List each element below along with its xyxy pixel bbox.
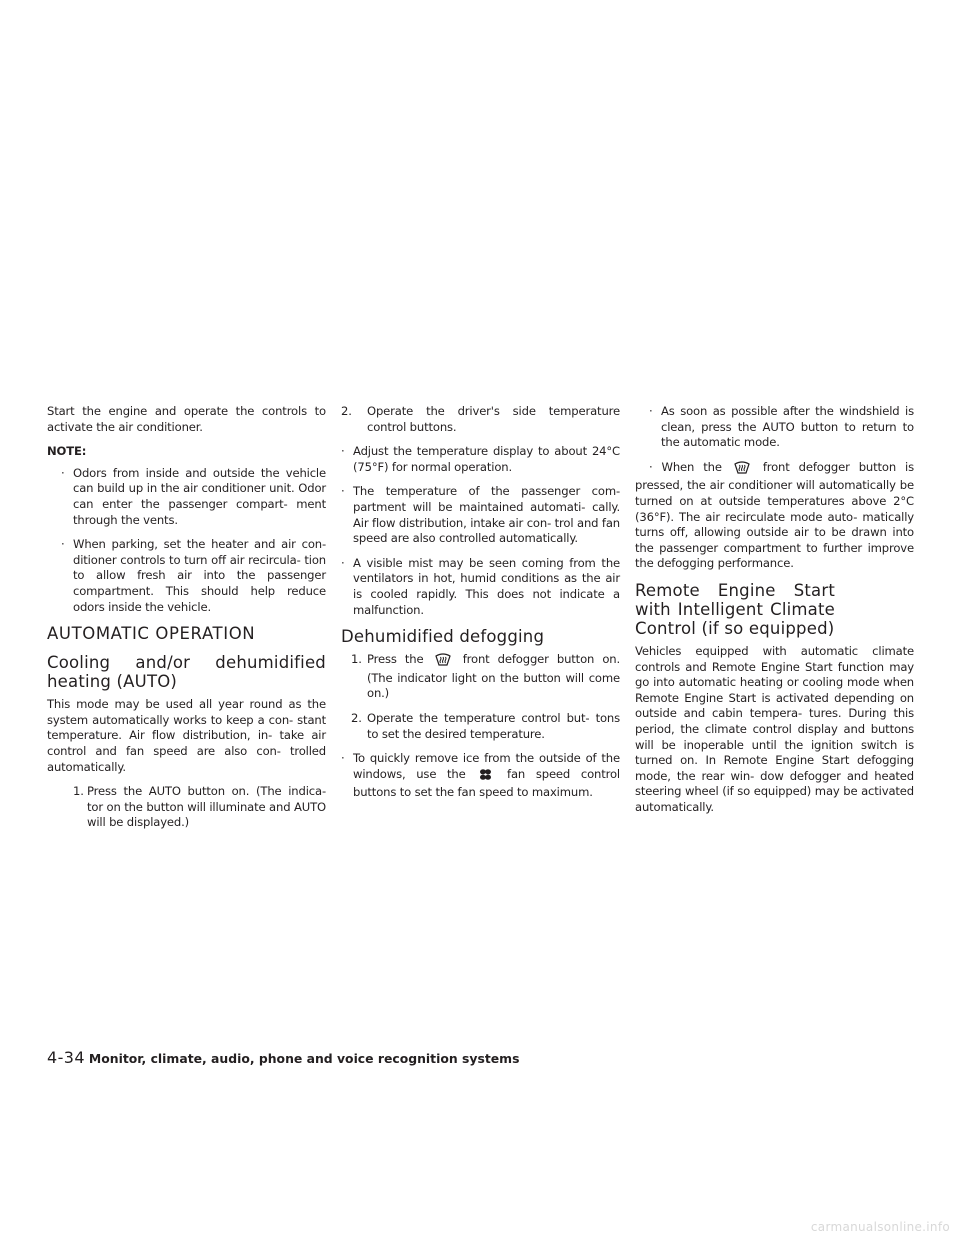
step-item: [341, 711, 620, 742]
page-number: 4-34: [47, 1048, 85, 1067]
subsection-heading-defogging: Dehumidified defogging: [341, 627, 545, 647]
subsection-heading-cooling: Cooling and/or dehumidified heating (AUTO): [47, 653, 326, 692]
subsection-heading-remote-start: Remote Engine Start with Intelligent Climate Control (if so equipped): [635, 580, 835, 638]
bullet-dot: ·: [341, 555, 345, 570]
list-item: [341, 444, 620, 475]
step-text-pre: Press the: [367, 652, 424, 667]
step-number: 1.: [351, 652, 362, 667]
note-bullet: [47, 537, 326, 615]
list-item: [635, 404, 914, 451]
step-number: 1.: [73, 784, 84, 799]
chapter-title: Monitor, climate, audio, phone and voice recognition systems: [88, 1051, 520, 1066]
column-middle: [341, 404, 620, 810]
front-defogger-icon: [734, 461, 750, 479]
column-right: [635, 404, 914, 824]
bullet-text: The temperature of the passenger com- partment will be maintained automati- cally. Air flow distribution, intake air con- trol and fan speed are also controlled automatically.: [353, 484, 620, 546]
list-item: [341, 484, 620, 546]
list-item: [341, 751, 620, 801]
bullet-text: As soon as possible after the windshield is clean, press the AUTO button to return to the automatic mode.: [661, 404, 914, 450]
step-text: Operate the temperature control but- tons to set the desired temperature.: [367, 710, 620, 741]
bullet-dot: ·: [61, 465, 65, 480]
watermark: carmanualsonline.info: [810, 1220, 950, 1234]
step-text: Operate the driver's side temperature control buttons.: [367, 404, 620, 434]
note-bullet-text: When parking, set the heater and air con- ditioner controls to turn off air recircula- tion to allow fresh air into the passenger compartment. This should help reduce odors inside the vehicle.: [73, 537, 326, 614]
list-item: [341, 556, 620, 618]
note-label: NOTE:: [47, 444, 87, 459]
bullet-dot: ·: [61, 537, 65, 552]
bullet-dot: ·: [341, 484, 345, 499]
page-footer: [47, 1048, 519, 1070]
step-number: 2.: [351, 710, 362, 725]
bullet-text: Adjust the temperature display to about 24°C (75°F) for normal operation.: [353, 444, 620, 474]
note-bullet: [47, 466, 326, 528]
fan-icon: [479, 768, 492, 786]
bullet-dot: ·: [341, 444, 345, 459]
step-number: 2.: [341, 404, 352, 418]
bullet-dot: ·: [649, 404, 653, 418]
note-bullet-text: Odors from inside and outside the vehicle can build up in the air conditioner unit. Odor can enter the passenger compart- ment through the vents.: [73, 465, 326, 527]
section-heading-automatic: AUTOMATIC OPERATION: [47, 624, 256, 644]
front-defogger-icon: [435, 653, 451, 671]
intro-paragraph: Start the engine and operate the controls to activate the air conditioner.: [47, 404, 326, 434]
cooling-paragraph: This mode may be used all year round as the system automatically works to keep a con- stant temperature. Air flow distribution, in- take air control and fan speed are also con- trolled automatically.: [47, 697, 326, 774]
bullet-text: A visible mist may be seen coming from the ventilators in hot, humid conditions as the air is cooled rapidly. This does not indicate a malfunction.: [353, 555, 620, 617]
step-item: [47, 784, 326, 831]
column-left: [47, 404, 326, 840]
bullet-text-post: fan speed control buttons to set the fan speed to maximum.: [353, 766, 620, 800]
bullet-text-post: front defogger button is pressed, the air conditioner will automatically be turned on at outside temperatures above 2°C (36°F). The air recirculate mode auto- matically turns off, allowing outside air to be drawn into the passenger compartment to further improve the defogging performance.: [635, 459, 914, 571]
step-item: [341, 404, 620, 435]
bullet-text-pre: When the: [661, 459, 722, 474]
step-text-post: front defogger button on. (The indicator light on the button will come on.): [367, 652, 620, 701]
bullet-dot: ·: [341, 751, 345, 766]
remote-start-paragraph: Vehicles equipped with automatic climate controls and Remote Engine Start function may go into automatic heating or cooling mode when Remote Engine Start is activated depending on outside and cabin tempera- tures. During this period, the climate control display and buttons will be inoperable until the ignition switch is turned on. In Remote Engine Start defogging mode, the rear win- dow defogger and heated steering wheel (if so equipped) may be activated automatically.: [635, 643, 914, 814]
bullet-dot: ·: [649, 459, 653, 474]
step-text: Press the AUTO button on. (The indica- tor on the button will illuminate and AUTO will be displayed.): [87, 784, 326, 830]
bullet-text-pre: To quickly remove ice from the outside of the windows, use the: [353, 751, 620, 781]
defogger-paragraph: [635, 460, 914, 572]
step-item: [341, 652, 620, 702]
